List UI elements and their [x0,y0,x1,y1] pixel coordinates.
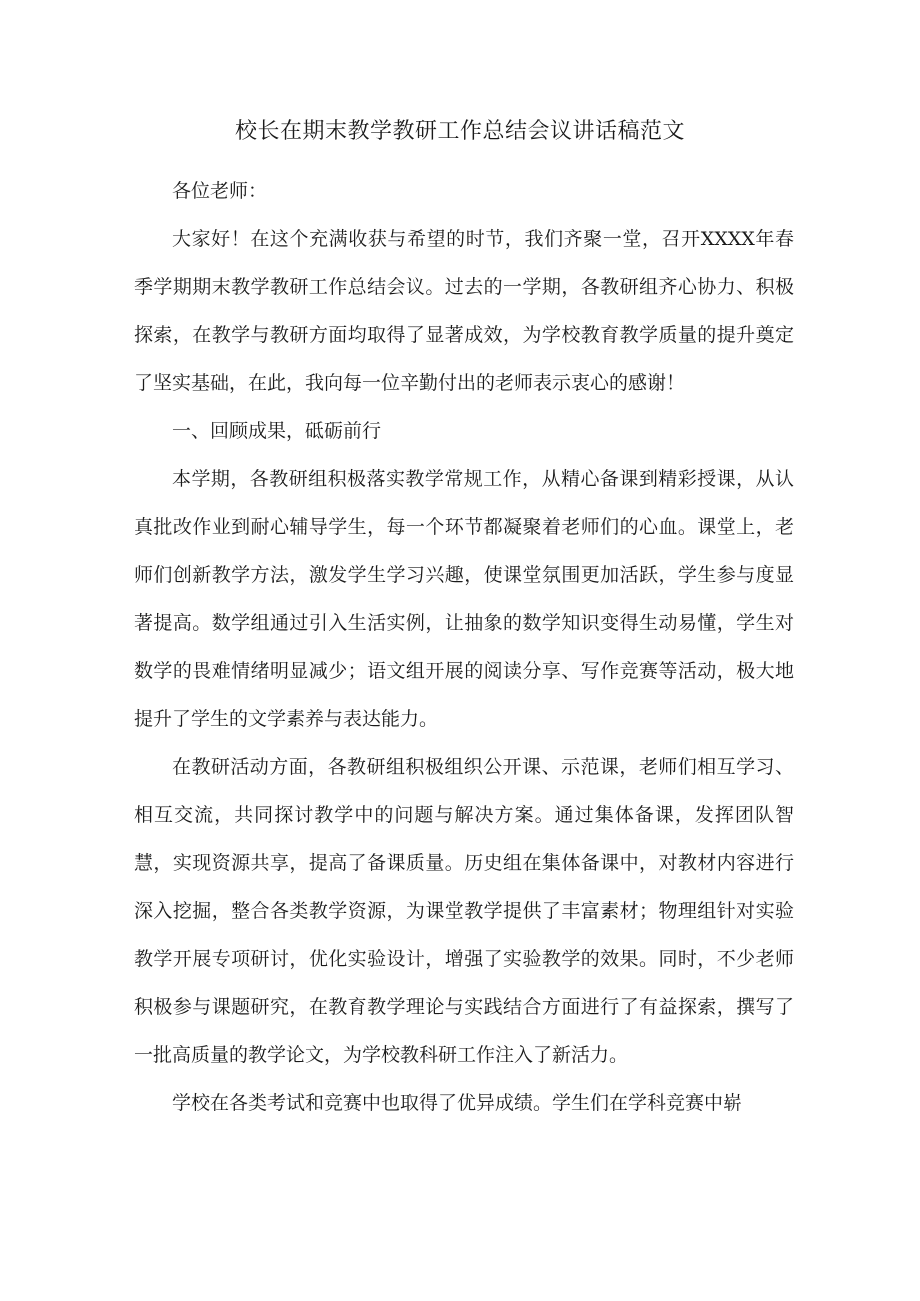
document-title: 校长在期末教学教研工作总结会议讲话稿范文 [234,119,685,144]
research-paragraph: 在教研活动方面，各教研组积极组织公开课、示范课，老师们相互学习、相互交流，共同探讨教学中的问题与解决方案。通过集体备课，发挥团队智慧，实现资源共享，提高了备课质量。历史组在集体备课中，对教材内容进行深入挖掘，整合各类教学资源，为课堂教学提供了丰富素材；物理组针对实验教学开展专项研讨，优化实验设计，增强了实验教学的效果。同时，不少老师积极参与课题研究，在教育教学理论与实践结合方面进行了有益探索，撰写了一批高质量的教学论文，为学校教科研工作注入了新活力。 [134,756,794,1066]
teaching-paragraph: 本学期，各教研组积极落实教学常规工作，从精心备课到精彩授课，从认真批改作业到耐心辅导学生，每一个环节都凝聚着老师们的心血。课堂上，老师们创新教学方法，激发学生学习兴趣，使课堂氛围更加活跃，学生参与度显著提高。数学组通过引入生活实例，让抽象的数学知识变得生动易懂，学生对数学的畏难情绪明显减少；语文组开展的阅读分享、写作竞赛等活动，极大地提升了学生的文学素养与表达能力。 [134,468,794,730]
results-paragraph: 学校在各类考试和竞赛中也取得了优异成绩。学生们在学科竞赛中崭 [172,1092,743,1114]
opening-paragraph: 大家好！在这个充满收获与希望的时节，我们齐聚一堂，召开XXXX年春季学期期末教学教研工作总结会议。过去的一学期，各教研组齐心协力、积极探索，在教学与教研方面均取得了显著成效，为学校教育教学质量的提升奠定了坚实基础，在此，我向每一位辛勤付出的老师表示衷心的感谢！ [134,228,794,394]
section-heading: 一、回顾成果，砥砺前行 [172,420,382,442]
salutation-paragraph: 各位老师： [172,180,268,202]
document-body [134,167,794,1127]
